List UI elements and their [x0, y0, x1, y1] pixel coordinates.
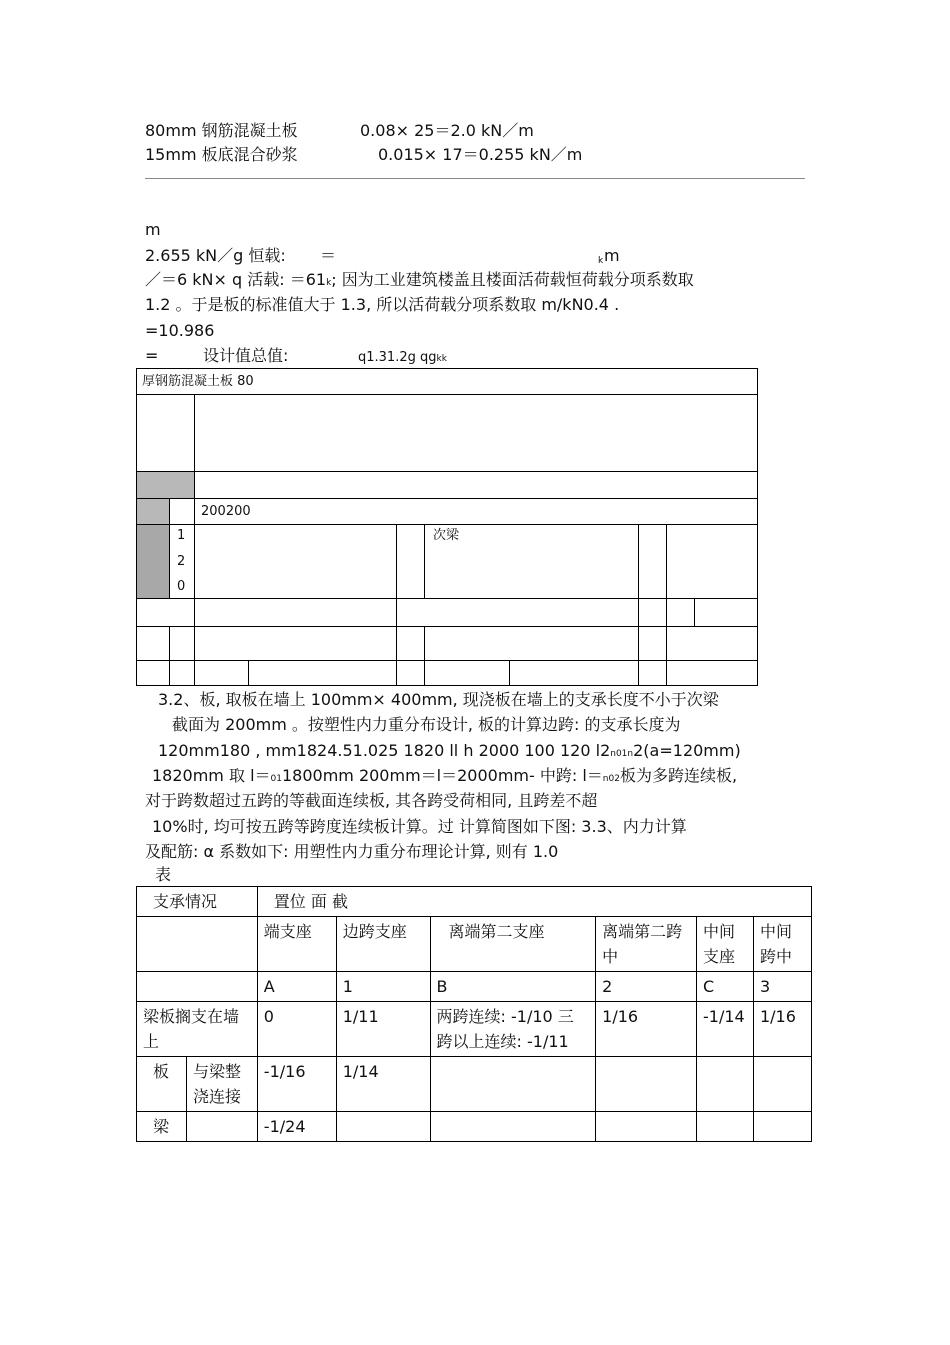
para-3-sub: n01n [610, 749, 634, 759]
text-line-3k: k [326, 278, 332, 288]
formula: q1.31.2g qg [358, 350, 437, 365]
col-middle-span: 中间跨中 [753, 917, 811, 972]
text-line-5: =10.986 [145, 321, 215, 340]
table-row [137, 1002, 812, 1057]
text-line-6b: 设计值总值: [203, 346, 289, 365]
cell-value: -1/16 [257, 1057, 336, 1112]
support-shade-1 [137, 472, 194, 498]
para-6: 10%时, 均可按五跨等跨度连续板计算。过 计算简图如下图: 3.3、内力计算 [152, 817, 687, 836]
slab-drawing [136, 368, 758, 686]
label-b: B [430, 972, 596, 1002]
text-line-2b: ＝ [320, 246, 337, 265]
text-line-4: 1.2 。于是板的标准值大于 1.3, 所以活荷载分项系数取 m/kN0.4 . [145, 295, 620, 314]
para-5: 对于跨数超过五跨的等截面连续板, 其各跨受荷相同, 且跨差不超 [145, 791, 598, 810]
text-line-3 [145, 270, 694, 293]
para-4a: 1820mm 取 l＝ [152, 766, 271, 785]
support-shade-2 [137, 499, 169, 524]
para-1: 3.2、板, 取板在墙上 100mm× 400mm, 现浇板在墙上的支承长度不小于次梁 [158, 690, 719, 709]
drawing-title: 厚钢筋混凝土板 80 [142, 374, 254, 389]
cell-value: 1/11 [336, 1002, 430, 1057]
para-4b: 1800mm 200mm＝l＝2000mm- 中跨: l＝ [281, 766, 603, 785]
load-calc-2: 0.015× 17＝0.255 kN／m [378, 145, 583, 164]
divider [145, 178, 805, 179]
moment-coefficient-table [136, 886, 812, 1142]
formula-sub: kk [436, 354, 447, 364]
header-section: 置位 面 截 [257, 887, 811, 917]
para-2: 截面为 200mm 。按塑性内力重分布设计, 板的计算边跨: 的支承长度为 [172, 715, 681, 734]
cell-value: 两跨连续: -1/10 三跨以上连续: -1/11 [430, 1002, 596, 1057]
col-second-span-mid: 离端第二跨中 [596, 917, 697, 972]
cell-value: -1/24 [257, 1112, 336, 1142]
load-name-1: 80mm 钢筋混凝土板 [145, 121, 298, 140]
text-line-2c: k [598, 256, 604, 266]
table-row [137, 1057, 812, 1112]
col-side-span-support: 边跨支座 [336, 917, 430, 972]
text-line-1: m [145, 220, 161, 239]
text-line-3b: ; 因为工业建筑楼盖且楼面活荷载恒荷载分项系数取 [331, 270, 694, 289]
para-3b: 2(a=120mm) [633, 741, 741, 760]
table-row [137, 1112, 812, 1142]
text-line-6c [358, 348, 447, 369]
para-4c: 板为多跨连续板, [619, 766, 738, 785]
para-4 [152, 766, 737, 789]
label-2: 2 [596, 972, 697, 1002]
text-line-3a: ／＝6 kN× q 活载: ＝61 [145, 270, 327, 289]
col-middle-support: 中间支座 [696, 917, 753, 972]
para-3 [158, 741, 741, 764]
label-1: 1 [336, 972, 430, 1002]
table-caption: 表 [155, 865, 172, 884]
text-line-2d: m [604, 246, 620, 265]
table-row [137, 972, 812, 1002]
cell-value: 1/14 [336, 1057, 430, 1112]
load-name-2: 15mm 板底混合砂浆 [145, 145, 298, 164]
row-wall-supported: 梁板搁支在墙上 [137, 1002, 258, 1057]
para-4-sub2: n02 [602, 774, 620, 784]
label-c: C [696, 972, 753, 1002]
dim-vertical-2: 2 [177, 554, 186, 569]
table-row [137, 917, 812, 972]
text-line-6a: = [145, 346, 159, 365]
beam-label: 次梁 [433, 528, 460, 543]
table-row [137, 887, 812, 917]
dim-vertical-1: 1 [177, 528, 186, 543]
dim-label: 200200 [201, 504, 251, 519]
load-calc-1: 0.08× 25＝2.0 kN／m [360, 121, 534, 140]
para-4-sub1: 01 [270, 774, 282, 784]
header-support: 支承情况 [137, 887, 258, 917]
cell-value: -1/14 [696, 1002, 753, 1057]
row-beam: 梁 [137, 1112, 187, 1142]
para-7: 及配筋: α 系数如下: 用塑性内力重分布理论计算, 则有 1.0 [145, 842, 559, 861]
row-slab: 板 [137, 1057, 187, 1112]
label-3: 3 [753, 972, 811, 1002]
cell-value: 0 [257, 1002, 336, 1057]
para-3a: 120mm180 , mm1824.51.025 1820 ll h 2000 100 120 l2 [158, 741, 611, 760]
wall-section [137, 525, 169, 598]
col-end-support: 端支座 [257, 917, 336, 972]
cell-value: 1/16 [596, 1002, 697, 1057]
label-a: A [257, 972, 336, 1002]
cell-value: 1/16 [753, 1002, 811, 1057]
col-second-support: 离端第二支座 [430, 917, 596, 972]
row-slab-integral: 与梁整浇连接 [186, 1057, 257, 1112]
text-line-2a: 2.655 kN／g 恒载: [145, 246, 286, 265]
dim-vertical-3: 0 [177, 579, 186, 594]
